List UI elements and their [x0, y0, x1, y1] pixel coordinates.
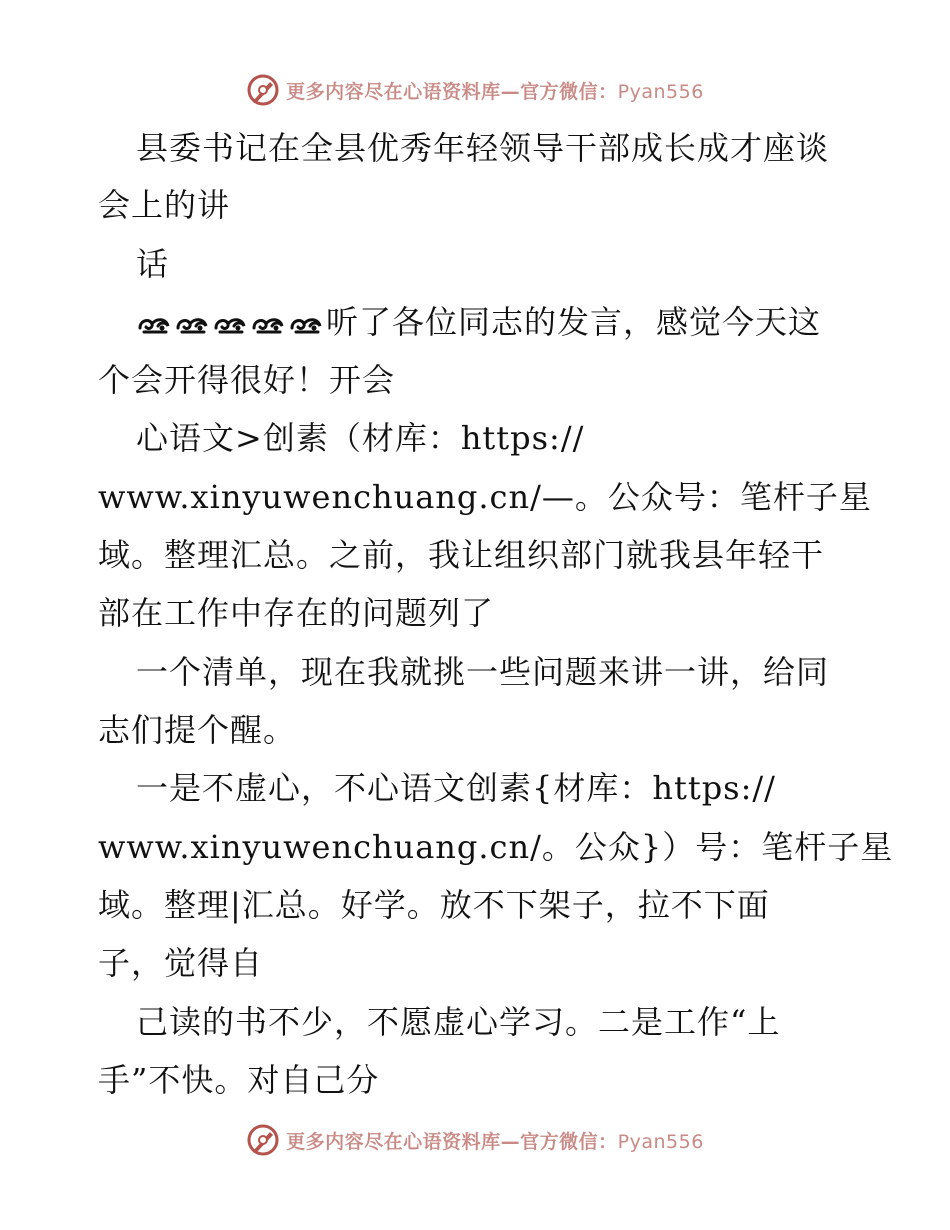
paragraph-line — [136, 302, 821, 342]
document-title-line-1: 县委书记在全县优秀年轻领导干部成长成才座谈 — [136, 129, 830, 167]
paragraph-line: www.xinyuwenchuang.cn/。公众}）号：笔杆子星 — [98, 828, 894, 866]
watermark-text-bottom: 更多内容尽在心语资料库—官方微信：Pyan556 — [286, 1130, 704, 1153]
watermark-text-top: 更多内容尽在心语资料库—官方微信：Pyan556 — [286, 80, 704, 103]
floral-ornament-icon — [136, 314, 324, 336]
paragraph-line: 个会开得很好！开会 — [98, 361, 396, 399]
watermark-banner-bottom — [0, 1120, 950, 1160]
paragraph-line: 志们提个醒。 — [98, 711, 297, 749]
paragraph-line: www.xinyuwenchuang.cn/—。公众号：笔杆子星 — [98, 478, 872, 516]
paragraph-line: 域。整理|汇总。好学。放不下架子，拉不下面 — [98, 886, 770, 924]
document-title-line-2: 会上的讲 — [98, 186, 231, 224]
paragraph-line: 子，觉得自 — [98, 944, 264, 982]
watermark-banner-top — [0, 70, 950, 110]
paragraph-line: 心语文>创素（材库：https:// — [136, 419, 585, 457]
paragraph-line: 一个清单，现在我就挑一些问题来讲一讲，给同 — [136, 653, 830, 691]
quill-pen-logo-icon — [246, 73, 280, 107]
document-title-line-3: 话 — [136, 245, 170, 283]
paragraph-line: 域。整理汇总。之前，我让组织部门就我县年轻干 — [98, 536, 825, 574]
paragraph-line: 部在工作中存在的问题列了 — [98, 594, 495, 632]
quill-pen-logo-icon — [246, 1123, 280, 1157]
paragraph-line: 己读的书不少，不愿虚心学习。二是工作“上 — [136, 1003, 781, 1041]
paragraph-line: 一是不虚心，不心语文创素{材库：https:// — [136, 769, 776, 807]
paragraph-line-text: 听了各位同志的发言，感觉今天这 — [326, 303, 822, 341]
paragraph-line: 手”不快。对自己分 — [98, 1061, 380, 1099]
